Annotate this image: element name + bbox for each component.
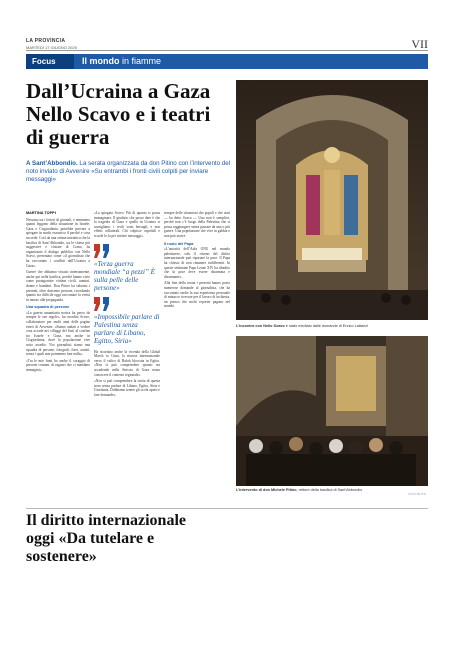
- section-title-rest: in fiamme: [119, 56, 162, 66]
- paragraph: «La guerra umanitaria nostra ha perso da sempre le sue regole», ha esordito Scavo, collaboratore per molti anni delle pagine esteri di Avvenire. «Siamo andati a vedere cosa accade nei villaggi del Sud, al confine tra Israele e Gaza, ma anche in Cisgiordania, dove la popolazione vive sotto assedio. Noi giornalisti siamo una squadra di persone, fotografi, fixer, autisti, senza i quali non potremmo fare nulla».: [26, 310, 90, 357]
- paragraph: Alla fine della serata i presenti hanno posto numerose domande al giornalista, che ha raccontato anche la sua esperienza personale di minacce ricevute per il lavoro di inchiesta, un prezzo che molti reporter pagano nel mondo.: [164, 281, 230, 309]
- subhead-lead: A Sant’Abbondio.: [26, 160, 78, 167]
- paragraph: «Non si può comprendere la storia di questa terra senza parlare di Libano, Egitto, Siria e Giordania. Dobbiamo tenere gli occhi aperti e fare domande».: [94, 379, 160, 397]
- section-tag: Focus: [26, 54, 74, 69]
- quote-mark-icon: [94, 244, 112, 258]
- photo-caption-2: [236, 488, 428, 493]
- paragraph: Guerre che abbiamo vissuto intensamente, anche qui nella basilica, perché hanno visto come protagoniste vittime civili, uomini, donne e bambini. Don Pitino ha salutato i presenti, oltre duecento persone, ricordando quanto sia difficile oggi raccontare la verità in mezzo alla propaganda.: [26, 270, 90, 302]
- article-column-2: [94, 211, 160, 499]
- section-title: [82, 54, 161, 69]
- pull-quote-text: «Impossibile parlare di Palestina senza parlare di Libano, Egitto, Siria»: [94, 312, 160, 345]
- column-subtitle: Una squadra di persone: [26, 305, 70, 310]
- column-subtitle: Il ruolo del Papa: [164, 241, 194, 246]
- pull-quote-1: [94, 244, 160, 292]
- pull-quote-2: [94, 297, 160, 345]
- article-column-1: [26, 211, 90, 499]
- subhead-text: La serata organizzata da don Pitino con l’intervento del noto inviato di Avvenire «Su entrambi i fronti civili colpiti per inviare messaggi»: [26, 160, 231, 183]
- article-headline: Dall’Ucraina a Gaza Nello Scavo e i teatri di guerra: [26, 79, 211, 149]
- paragraph: «Tra le mie fonti ho anche il coraggio di persone comuni, di ragazzi che ci mandano immagini».: [26, 358, 90, 372]
- caption-text: è stato mediato dalle domande di Enrico Lattanzi: [284, 324, 368, 328]
- basilica-interior-image: [236, 80, 428, 320]
- paragraph: «La spiegato Scavo: Più di quanto si possa immaginare. Il giudizio che posso dare è che la tragedia di Gaza e quella in Ucraina si somigliano: i civili sono bersagli, e non effetti collaterali. Chi colpisce ospedali e scuole lo fa per inviare messaggi».: [94, 211, 160, 238]
- second-article-headline: Il diritto internazionale oggi «Da tutelare e sostenere»: [26, 512, 186, 565]
- paragraph: Nessuno tra i lettori di giornali, e nemmeno quanti leggono della situazione in Israele, Gaza e Cisgiordania, potrebbe provare a spiegare in modo esaustivo il perché e cosa succede. Così da una ottima iniziativa che la basilica di Sant’Abbondio, tra le chiese più suggestive e visitate di Como, ha organizzato il dialogo pubblico con Nello Scavo, presentato come «il giornalista che ha raccontato i conflitti dall’Ucraina a Gaza».: [26, 217, 90, 268]
- basilica-interior-photo: [236, 80, 428, 320]
- article-divider: [26, 508, 428, 509]
- article-subhead: [26, 160, 232, 184]
- author-byline: MARTINA TOPPI: [26, 211, 56, 215]
- caption-strong: L’incontro con Nello Scavo: [236, 324, 285, 328]
- quote-mark-icon: [94, 297, 112, 311]
- publication-name: LA PROVINCIA: [26, 38, 66, 44]
- header-rule: [26, 50, 428, 51]
- paragraph: «L’autorità dell’Aula ONU nel mondo palestinese, solo il ritorno del diritto internazionale può riportare la pace. Il Papa ha chiesto di non rimanere indifferenti. In queste settimane Papa Leone XIV ha ribadito che la pace deve essere disarmata e disarmante».: [164, 247, 230, 279]
- masthead: [26, 38, 77, 50]
- basilica-audience-photo: [236, 336, 428, 486]
- publication-date: MARTEDÌ 17 GIUGNO 2025: [26, 45, 77, 50]
- section-title-strong: Il mondo: [82, 56, 120, 66]
- paragraph: Ha ricordato anche la vicenda della Global March to Gaza, la marcia internazionale verso il valico di Rafah bloccata in Egitto. «Non si può comprendere quanto sta accadendo nella Striscia di Gaza senza conoscere il contesto regionale».: [94, 349, 160, 377]
- caption-strong: L’intervento di don Michele Pitino: [236, 488, 297, 492]
- basilica-audience-image: [236, 336, 428, 486]
- pull-quote-text: «Terza guerra mondiale “a pezzi” È sulla pelle delle persone»: [94, 259, 155, 292]
- section-bar: [26, 54, 428, 69]
- photo-credit: FOTO BUTTI: [408, 492, 426, 496]
- paragraph: sempre delle situazioni che popoli e che stati — ha detto Scavo — Uno non è semplice, perché non c’è luogo della Palestina che si possa raggiungere senza passare da una o più guerre. Una popolazione che vive in gabbia e non può uscire.: [164, 211, 230, 238]
- article-column-3: [164, 211, 230, 499]
- caption-text: , rettore della basilica di Sant’Abbondio: [296, 488, 363, 492]
- photo-caption-1: [236, 324, 428, 329]
- page-number: VII: [411, 37, 428, 51]
